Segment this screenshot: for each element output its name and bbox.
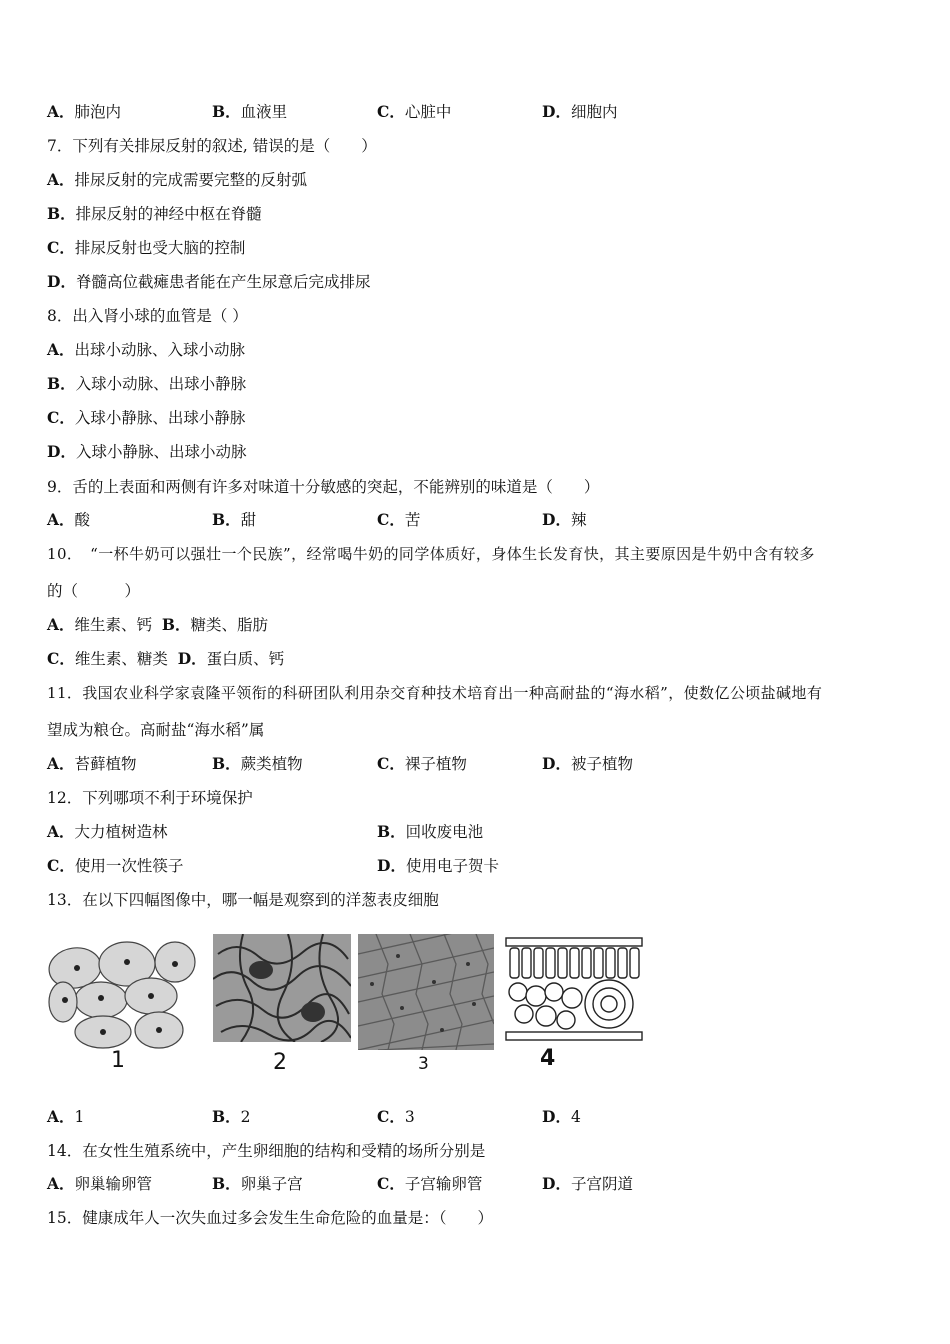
q12-stem: 12．下列哪项不利于环境保护	[47, 789, 253, 807]
option-text: 使用一次性筷子	[74, 857, 184, 875]
option-text: 蕨类植物	[240, 755, 303, 773]
option-text: 4	[570, 1108, 581, 1126]
option-label: C．	[47, 408, 75, 427]
q13-option-a	[47, 1107, 84, 1127]
option-text: 酸	[74, 511, 91, 529]
option-label: C．	[377, 102, 405, 121]
option-label: A．	[47, 170, 75, 189]
option-text: 蛋白质、钙	[206, 650, 285, 668]
q8-option-a	[47, 340, 245, 360]
q7-option-a	[47, 170, 307, 190]
option-label: C．	[47, 856, 75, 875]
option-label: B．	[212, 1174, 241, 1193]
q14-option-a	[47, 1174, 152, 1194]
q9-option-b	[212, 510, 256, 530]
q12-option-c	[47, 856, 183, 876]
option-text: 维生素、糖类	[74, 650, 168, 668]
option-text: 甜	[240, 511, 257, 529]
q14-stem: 14．在女性生殖系统中，产生卵细胞的结构和受精的场所分别是	[47, 1142, 486, 1160]
option-text: 回收废电池	[405, 823, 484, 841]
option-text: 使用电子贺卡	[405, 857, 499, 875]
option-text: 肺泡内	[74, 103, 122, 121]
q6-option-d	[542, 102, 617, 122]
figure-2-label: 2	[273, 1050, 287, 1075]
q12-option-a	[47, 822, 168, 842]
option-text: 辣	[570, 511, 587, 529]
q13-option-b	[212, 1107, 250, 1127]
q11-stem-line1: 11．我国农业科学家袁隆平领衔的科研团队利用杂交育种技术培育出一种高耐盐的“海水稻”，使数亿公顷盐碱地有	[47, 684, 823, 702]
figure-1-cells	[47, 934, 197, 1079]
option-label: B．	[47, 374, 76, 393]
q9-option-d	[542, 510, 586, 530]
option-text: 出球小动脉、入球小动脉	[74, 341, 246, 359]
figure-4-label: 4	[540, 1046, 556, 1071]
q7-option-b	[47, 204, 262, 224]
q8-stem: 8．出入肾小球的血管是（ ）	[47, 307, 248, 325]
option-text: 苦	[404, 511, 421, 529]
q8-option-d	[47, 442, 246, 462]
option-label: A．	[47, 754, 75, 773]
option-text: 入球小静脉、出球小静脉	[74, 409, 246, 427]
figure-2-tissue	[213, 934, 351, 1082]
option-label: D．	[47, 442, 76, 461]
option-label: B．	[212, 510, 241, 529]
q10-options-row1	[47, 615, 268, 635]
q7-option-c	[47, 238, 245, 258]
option-text: 糖类、脂肪	[190, 616, 269, 634]
option-text: 入球小动脉、出球小静脉	[75, 375, 247, 393]
option-text: 2	[240, 1108, 251, 1126]
option-text: 大力植树造林	[74, 823, 168, 841]
option-label: A．	[47, 615, 75, 634]
q14-option-c	[377, 1174, 482, 1194]
figure-4-drawing	[504, 934, 644, 1044]
q7-option-d	[47, 272, 370, 292]
q12-option-b	[377, 822, 483, 842]
option-label: A．	[47, 102, 75, 121]
option-text: 入球小静脉、出球小动脉	[75, 443, 247, 461]
option-label: A．	[47, 510, 75, 529]
q11-stem-line2: 望成为粮仓。高耐盐“海水稻”属	[47, 721, 265, 739]
q8-option-b	[47, 374, 246, 394]
figure-2-drawing	[213, 934, 351, 1042]
option-text: 血液里	[240, 103, 288, 121]
option-text: 细胞内	[570, 103, 618, 121]
option-text: 苔藓植物	[74, 755, 137, 773]
option-text: 心脏中	[404, 103, 452, 121]
option-label: C．	[377, 1107, 405, 1126]
option-text: 排尿反射也受大脑的控制	[74, 239, 246, 257]
q8-option-c	[47, 408, 245, 428]
option-text: 排尿反射的神经中枢在脊髓	[75, 205, 262, 223]
q9-option-a	[47, 510, 90, 530]
q6-option-b	[212, 102, 287, 122]
q12-option-d	[377, 856, 499, 876]
q11-option-c	[377, 754, 467, 774]
option-label: D．	[542, 1174, 571, 1193]
option-label: C．	[47, 238, 75, 257]
q14-option-b	[212, 1174, 303, 1194]
option-text: 3	[404, 1108, 415, 1126]
q9-option-c	[377, 510, 420, 530]
option-label: C．	[377, 754, 405, 773]
q15-stem: 15．健康成年人一次失血过多会发生生命危险的血量是：（ ）	[47, 1209, 493, 1227]
q6-option-c	[377, 102, 451, 122]
q13-option-d	[542, 1107, 581, 1127]
option-text: 排尿反射的完成需要完整的反射弧	[74, 171, 308, 189]
q9-stem: 9．舌的上表面和两侧有许多对味道十分敏感的突起，不能辨别的味道是（ ）	[47, 478, 600, 496]
figure-1-label: 1	[111, 1048, 125, 1073]
q13-option-c	[377, 1107, 415, 1127]
option-text: 脊髓高位截瘫患者能在产生尿意后完成排尿	[75, 273, 371, 291]
figure-3-onion-cells	[358, 934, 494, 1080]
option-text: 卵巢输卵管	[74, 1175, 153, 1193]
q14-option-d	[542, 1174, 633, 1194]
option-label: C．	[377, 1174, 405, 1193]
option-text: 卵巢子宫	[240, 1175, 303, 1193]
figure-3-label: 3	[418, 1054, 429, 1074]
option-label: B．	[47, 204, 76, 223]
option-label: B．	[377, 822, 406, 841]
option-label: B．	[212, 102, 241, 121]
option-text: 裸子植物	[404, 755, 467, 773]
option-label: A．	[47, 340, 75, 359]
option-label: B．	[161, 615, 191, 634]
figure-4-leaf-section	[504, 934, 644, 1082]
option-label: A．	[47, 1174, 75, 1193]
figure-3-drawing	[358, 934, 494, 1050]
q13-stem: 13．在以下四幅图像中，哪一幅是观察到的洋葱表皮细胞	[47, 891, 439, 909]
q11-option-b	[212, 754, 303, 774]
option-text: 1	[74, 1108, 85, 1126]
q6-option-a	[47, 102, 121, 122]
option-label: C．	[47, 649, 75, 668]
option-label: B．	[212, 754, 241, 773]
option-label: D．	[47, 272, 76, 291]
option-label: D．	[177, 649, 207, 668]
q11-option-d	[542, 754, 633, 774]
option-text: 被子植物	[570, 755, 633, 773]
option-text: 维生素、钙	[74, 616, 153, 634]
q7-stem: 7．下列有关排尿反射的叙述, 错误的是（ ）	[47, 137, 377, 155]
option-text: 子宫输卵管	[404, 1175, 483, 1193]
option-label: D．	[542, 510, 571, 529]
option-label: B．	[212, 1107, 241, 1126]
q10-options-row2	[47, 649, 284, 669]
option-label: D．	[542, 1107, 571, 1126]
option-label: A．	[47, 1107, 75, 1126]
q10-stem-line1: 10． “一杯牛奶可以强壮一个民族”，经常喝牛奶的同学体质好，身体生长发育快，其主要原因是牛奶中含有较多	[47, 545, 815, 563]
q10-stem-line2: 的（ ）	[47, 582, 141, 600]
option-label: C．	[377, 510, 405, 529]
option-label: D．	[542, 102, 571, 121]
option-label: D．	[377, 856, 406, 875]
q11-option-a	[47, 754, 137, 774]
option-text: 子宫阴道	[570, 1175, 633, 1193]
option-label: A．	[47, 822, 75, 841]
option-label: D．	[542, 754, 571, 773]
